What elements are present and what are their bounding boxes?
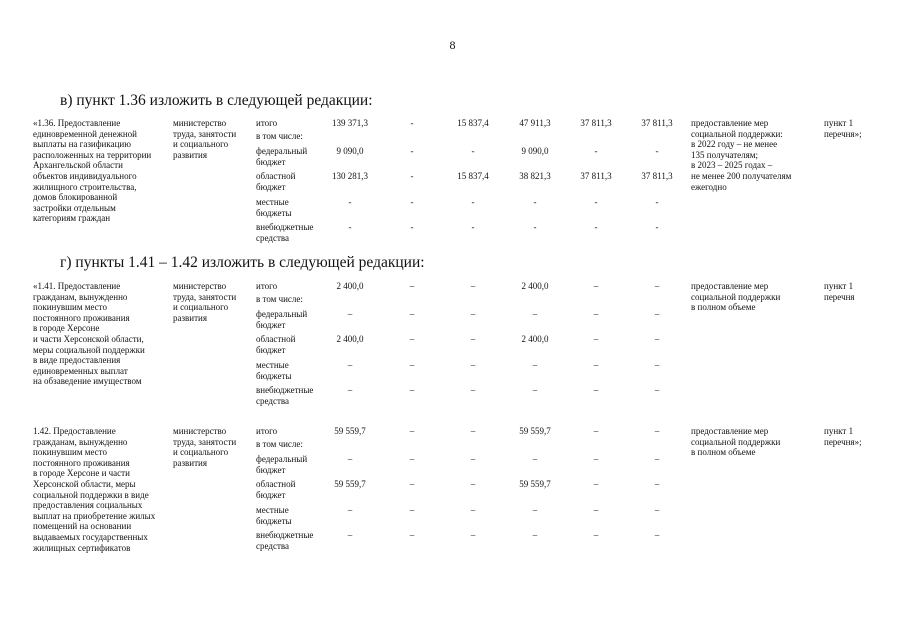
result-indicator: предоставление мер социальной поддержки в полном объеме: [691, 281, 781, 313]
amount-cell: 2 400,0: [521, 281, 549, 291]
amount-cell: -: [594, 222, 598, 232]
amount-cell: –: [409, 281, 415, 291]
amount-cell: –: [532, 309, 538, 319]
budget-label-federal: федеральный бюджет: [256, 309, 308, 330]
list-reference: пункт 1 перечня»;: [824, 118, 862, 139]
amount-cell: -: [471, 146, 475, 156]
amount-cell: 59 559,7: [519, 426, 551, 436]
budget-label-extra: внебюджетные средства: [256, 385, 314, 406]
result-indicator: предоставление мер социальной поддержки: в 2022 году – не менее 135 получателям; в 2023 – 2025 годах – не менее 200 получателям ежегодно: [691, 118, 792, 192]
amount-cell: –: [593, 385, 599, 395]
budget-label-regional: областной бюджет: [256, 171, 296, 192]
amount-cell: –: [409, 426, 415, 436]
budget-label-total: итого: [256, 118, 278, 128]
budget-label-total: итого: [256, 426, 278, 436]
budget-label-regional: областной бюджет: [256, 334, 296, 355]
amount-cell: –: [532, 360, 538, 370]
budget-label-incl: в том числе:: [256, 131, 303, 141]
amount-cell: 139 371,3: [332, 118, 368, 128]
amount-cell: -: [410, 222, 414, 232]
amount-cell: –: [654, 530, 660, 540]
amount-cell: -: [410, 146, 414, 156]
amount-cell: 130 281,3: [332, 171, 368, 181]
heading-items-1-41-1-42: г) пункты 1.41 – 1.42 изложить в следующей редакции:: [60, 254, 425, 271]
amount-cell: –: [654, 454, 660, 464]
amount-cell: –: [470, 479, 476, 489]
amount-cell: –: [593, 479, 599, 489]
amount-cell: –: [470, 454, 476, 464]
amount-cell: 9 090,0: [336, 146, 364, 156]
amount-cell: –: [532, 454, 538, 464]
amount-cell: 2 400,0: [521, 334, 549, 344]
list-reference: пункт 1 перечня: [824, 281, 855, 302]
amount-cell: 59 559,7: [334, 479, 366, 489]
amount-cell: –: [593, 454, 599, 464]
amount-cell: -: [594, 197, 598, 207]
amount-cell: 38 821,3: [519, 171, 551, 181]
executor: министерство труда, занятости и социального развития: [173, 426, 237, 468]
amount-cell: –: [654, 479, 660, 489]
amount-cell: -: [655, 222, 659, 232]
amount-cell: –: [532, 530, 538, 540]
budget-label-total: итого: [256, 281, 278, 291]
amount-cell: –: [347, 530, 353, 540]
amount-cell: –: [470, 360, 476, 370]
budget-label-federal: федеральный бюджет: [256, 454, 308, 475]
amount-cell: –: [654, 281, 660, 291]
amount-cell: –: [654, 505, 660, 515]
amount-cell: –: [593, 281, 599, 291]
amount-cell: 37 811,3: [580, 171, 612, 181]
heading-item-1-36: в) пункт 1.36 изложить в следующей редакции:: [60, 92, 373, 109]
amount-cell: –: [409, 334, 415, 344]
amount-cell: -: [348, 197, 352, 207]
amount-cell: 15 837,4: [457, 118, 489, 128]
amount-cell: –: [409, 385, 415, 395]
page-number: 8: [449, 38, 456, 52]
budget-label-regional: областной бюджет: [256, 479, 296, 500]
amount-cell: 9 090,0: [521, 146, 549, 156]
amount-cell: –: [470, 385, 476, 395]
budget-label-federal: федеральный бюджет: [256, 146, 308, 167]
amount-cell: –: [409, 309, 415, 319]
amount-cell: -: [410, 118, 414, 128]
amount-cell: 59 559,7: [519, 479, 551, 489]
amount-cell: –: [470, 309, 476, 319]
amount-cell: –: [409, 530, 415, 540]
amount-cell: 59 559,7: [334, 426, 366, 436]
amount-cell: 2 400,0: [336, 281, 364, 291]
amount-cell: –: [593, 505, 599, 515]
measure-name: 1.42. Предоставление гражданам, вынужденно покинувшим место постоянного проживания в городе Херсоне и части Херсонской области, меры социальной поддержки в виде предоставления социальных выплат на приобретение жилых помещений на основании выдаваемых государственных жилищных сертификатов: [33, 426, 156, 553]
amount-cell: –: [347, 309, 353, 319]
amount-cell: –: [347, 360, 353, 370]
amount-cell: –: [470, 281, 476, 291]
amount-cell: –: [470, 505, 476, 515]
measure-name: «1.36. Предоставление единовременной денежной выплаты на газификацию расположенных на территории Архангельской области объектов индивидуального жилищного строительства, домов блокированной застройки отдельным категориям граждан: [33, 118, 152, 224]
amount-cell: –: [532, 505, 538, 515]
amount-cell: –: [347, 385, 353, 395]
budget-label-extra: внебюджетные средства: [256, 530, 314, 551]
amount-cell: –: [409, 454, 415, 464]
amount-cell: –: [654, 334, 660, 344]
amount-cell: –: [532, 385, 538, 395]
amount-cell: 2 400,0: [336, 334, 364, 344]
amount-cell: 37 811,3: [641, 118, 673, 128]
amount-cell: –: [470, 426, 476, 436]
budget-label-extra: внебюджетные средства: [256, 222, 314, 243]
amount-cell: –: [409, 479, 415, 489]
budget-label-local: местные бюджеты: [256, 197, 292, 218]
budget-label-local: местные бюджеты: [256, 360, 292, 381]
amount-cell: 37 811,3: [641, 171, 673, 181]
budget-label-incl: в том числе:: [256, 294, 303, 304]
amount-cell: -: [594, 146, 598, 156]
amount-cell: 37 811,3: [580, 118, 612, 128]
amount-cell: –: [654, 360, 660, 370]
amount-cell: –: [470, 530, 476, 540]
executor: министерство труда, занятости и социального развития: [173, 281, 237, 323]
amount-cell: –: [470, 334, 476, 344]
budget-label-local: местные бюджеты: [256, 505, 292, 526]
executor: министерство труда, занятости и социального развития: [173, 118, 237, 160]
amount-cell: –: [593, 334, 599, 344]
result-indicator: предоставление мер социальной поддержки в полном объеме: [691, 426, 781, 458]
amount-cell: -: [655, 197, 659, 207]
amount-cell: 15 837,4: [457, 171, 489, 181]
amount-cell: –: [593, 426, 599, 436]
amount-cell: -: [410, 171, 414, 181]
amount-cell: -: [348, 222, 352, 232]
list-reference: пункт 1 перечня»;: [824, 426, 862, 447]
amount-cell: –: [593, 360, 599, 370]
amount-cell: -: [471, 197, 475, 207]
budget-label-incl: в том числе:: [256, 439, 303, 449]
amount-cell: –: [347, 505, 353, 515]
amount-cell: -: [655, 146, 659, 156]
amount-cell: –: [593, 530, 599, 540]
amount-cell: –: [654, 309, 660, 319]
amount-cell: -: [533, 197, 537, 207]
amount-cell: –: [409, 505, 415, 515]
amount-cell: –: [654, 426, 660, 436]
amount-cell: -: [533, 222, 537, 232]
measure-name: «1.41. Предоставление гражданам, вынужденно покинувшим место постоянного проживания в городе Херсоне и части Херсонской области, меры социальной поддержки в виде предоставления единовременных выплат на обзаведение имуществом: [33, 281, 145, 387]
amount-cell: –: [409, 360, 415, 370]
amount-cell: –: [654, 385, 660, 395]
amount-cell: –: [347, 454, 353, 464]
amount-cell: 47 911,3: [519, 118, 551, 128]
amount-cell: –: [593, 309, 599, 319]
amount-cell: -: [410, 197, 414, 207]
amount-cell: -: [471, 222, 475, 232]
